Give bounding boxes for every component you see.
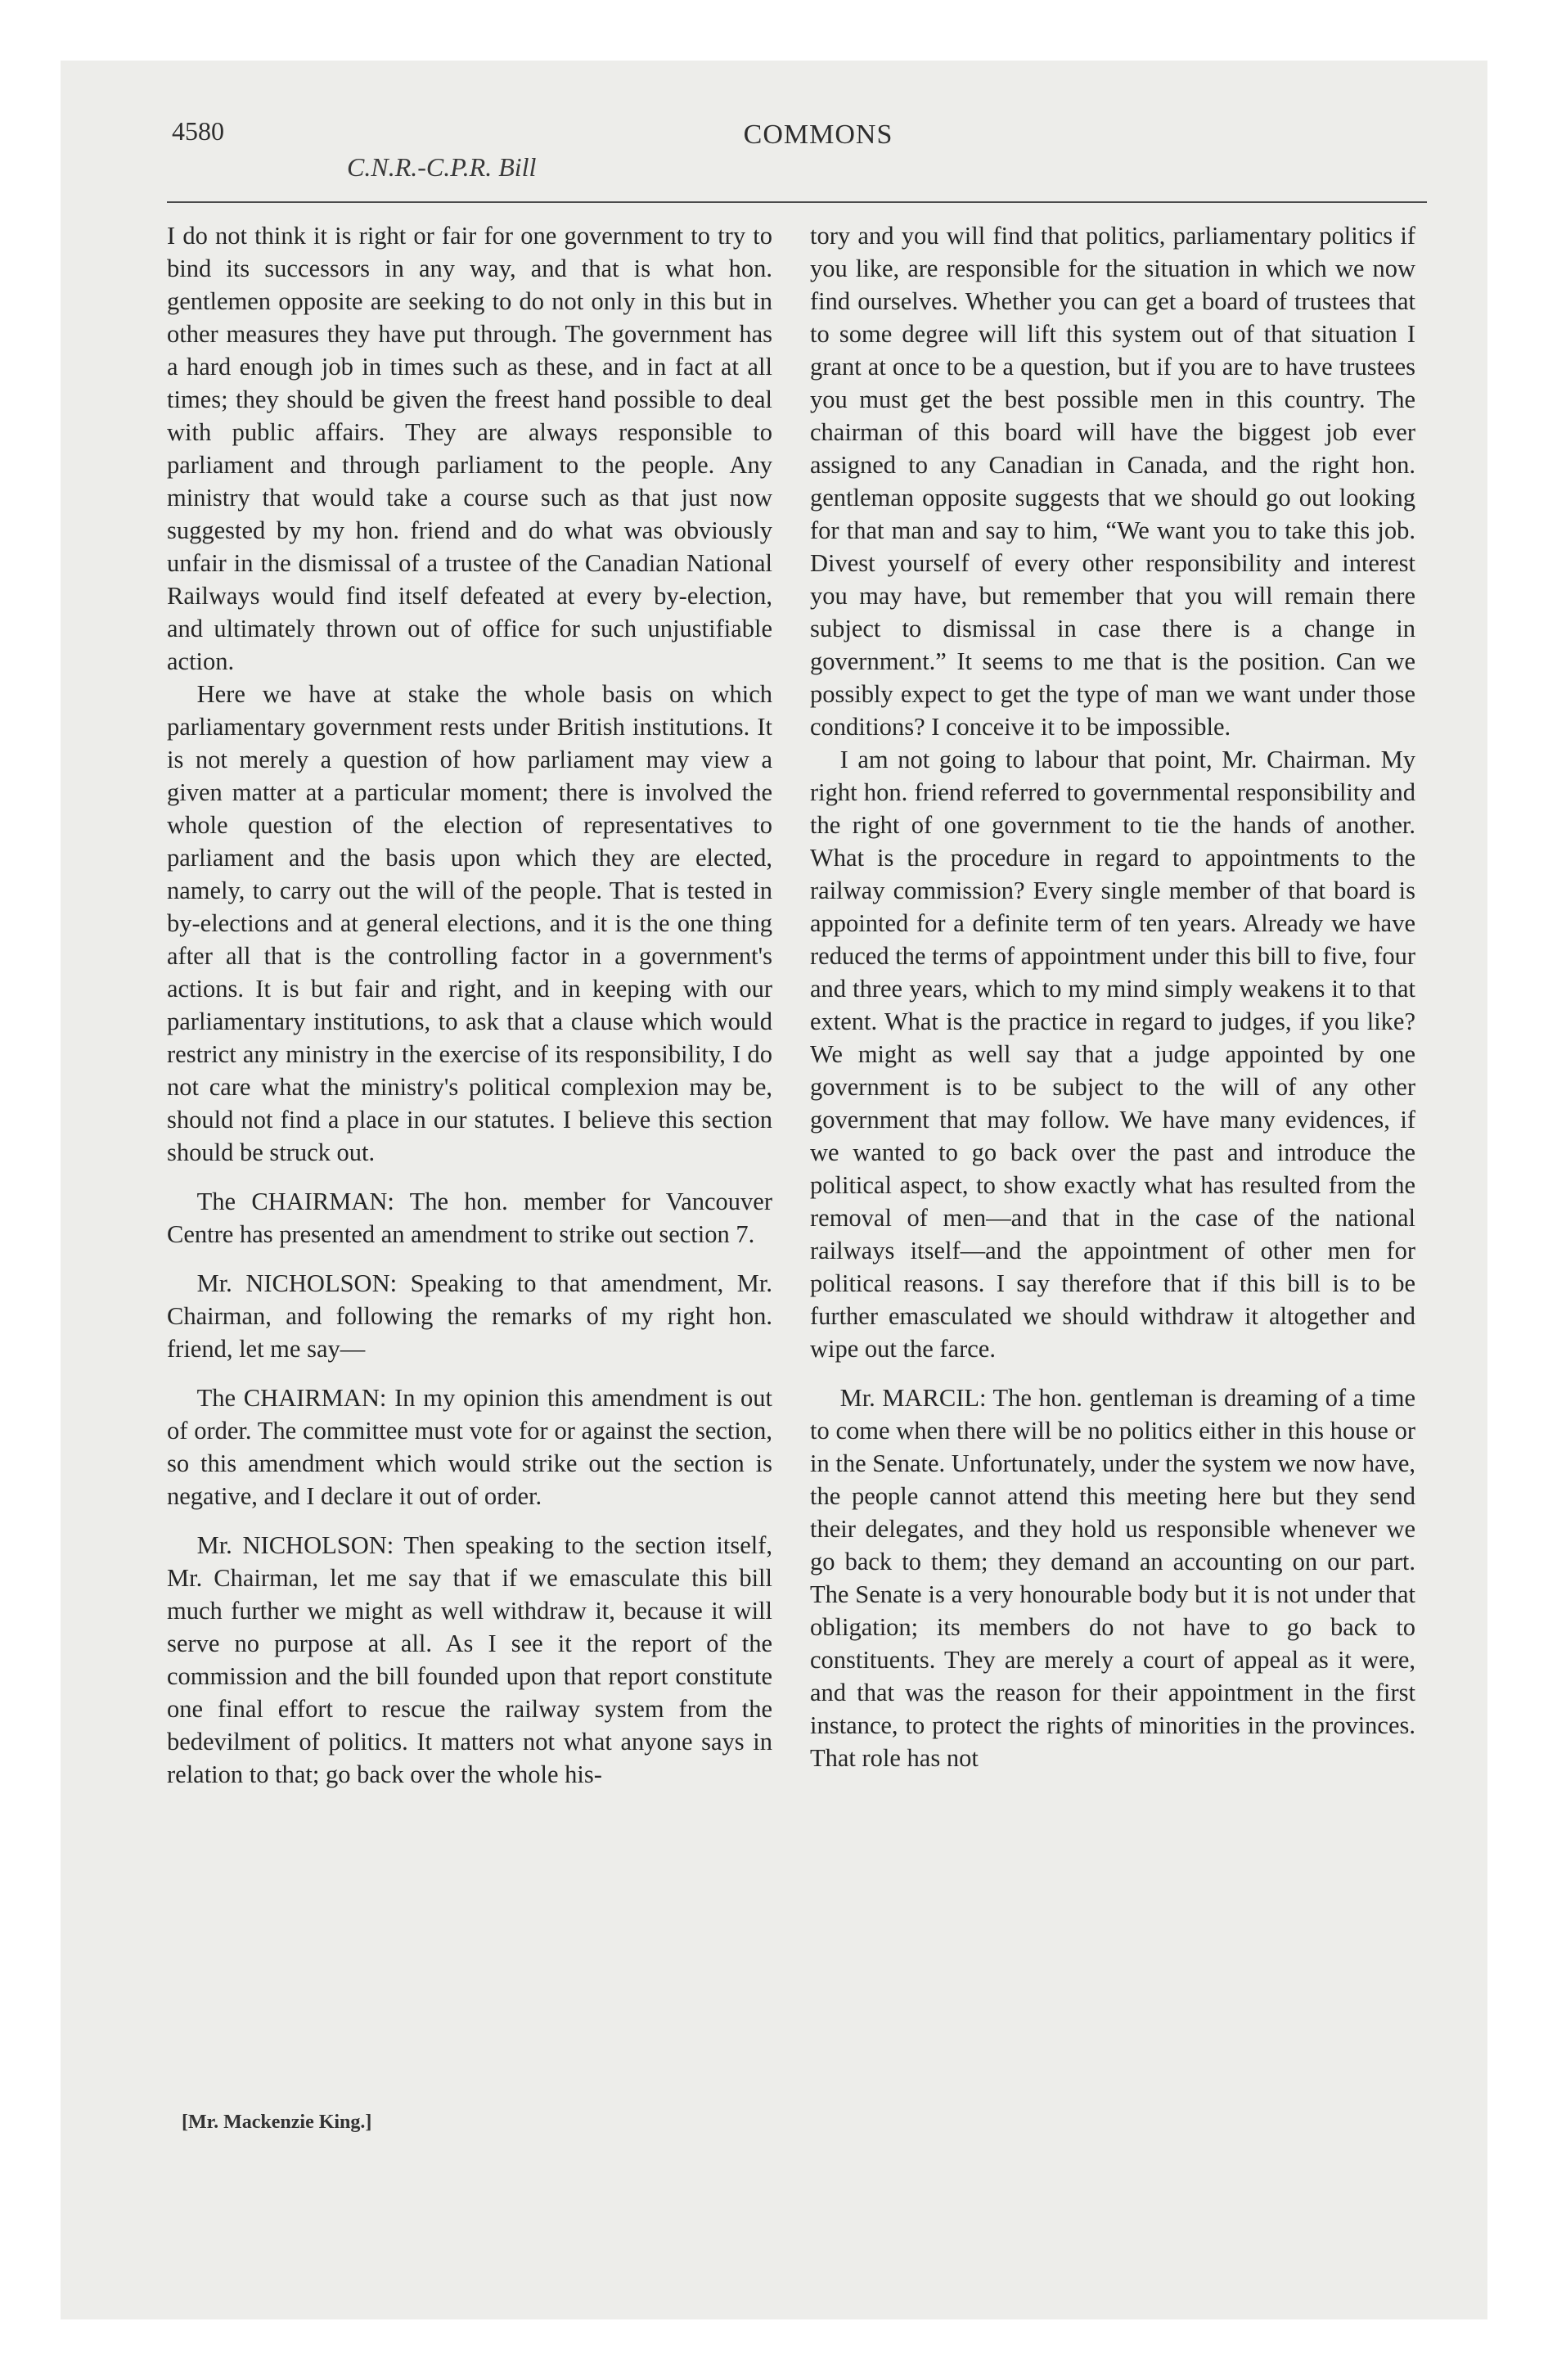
- section-heading: C.N.R.-C.P.R. Bill: [347, 152, 537, 182]
- footer-speaker-note: [Mr. Mackenzie King.]: [182, 2112, 372, 2133]
- paragraph-continued: tory and you will find that politics, parliamentary politics if you like, are responsible for the situation in which we now find ourselves. Whether you can get a board of trustees that to some degree will lift this system out of that situation I grant at once to be a question, but if you are to have trustees you must get the best possible men in this country. The chairman of this board will have the biggest job ever assigned to any Canadian in Canada, and the right hon. gentleman opposite suggests that we should go out looking for that man and say to him, “We want you to take this job. Divest yourself of every other responsibility and interest you may have, but remember that you will remain there subject to dismissal in case there is a change in government.” It seems to me that is the position. Can we possibly expect to get the type of man we want under those conditions? I conceive it to be impossible.: [810, 222, 1415, 741]
- paragraph-marcil: Mr. MARCIL: The hon. gentleman is dreaming of a time to come when there will be no politics either in this house or in the Senate. Unfortunately, under the system we now have, the people cannot attend this meeting here but they send their delegates, and they hold us responsible whenever we go back to them; they demand an accounting on our part. The Senate is a very honourable body but it is not under that obligation; its members do not have to go back to constituents. They are merely a court of appeal as it were, and that was the reason for their appointment in the first instance, to protect the rights of minorities in the provinces. That role has not: [810, 1384, 1415, 1772]
- right-column: [810, 219, 1415, 1774]
- paragraph-nicholson: Mr. NICHOLSON: Speaking to that amendment, Mr. Chairman, and following the remarks of my right hon. friend, let me say—: [167, 1269, 772, 1363]
- paragraph: I am not going to labour that point, Mr. Chairman. My right hon. friend referred to governmental responsibility and the right of one government to tie the hands of another. What is the procedure in regard to appointments to the railway commission? Every single member of that board is appointed for a definite term of ten years. Already we have reduced the terms of appointment under this bill to five, four and three years, which to my mind simply weakens it to that extent. What is the practice in regard to judges, if you like? We might as well say that a judge appointed by one government is to be subject to the will of any other government that may follow. We have many evidences, if we wanted to go back over the past and introduce the political aspect, to show exactly what has resulted from the removal of men—and that in the case of the national railways itself—and the appointment of other men for political reasons. I say therefore that if this bill is to be further emasculated we should withdraw it altogether and wipe out the farce.: [810, 746, 1415, 1363]
- page-number: 4580: [172, 116, 224, 146]
- left-column: [167, 219, 772, 1791]
- paragraph: Here we have at stake the whole basis on which parliamentary government rests under British institutions. It is not merely a question of how parliament may view a given matter at a particular moment; there is involved the whole question of the election of representatives to parliament and the basis upon which they are elected, namely, to carry out the will of the people. That is tested in by-elections and at general elections, and it is the one thing after all that is the controlling factor in a government's actions. It is but fair and right, and in keeping with our parliamentary institutions, to ask that a clause which would restrict any ministry in the exercise of its responsibility, I do not care what the ministry's political complexion may be, should not find a place in our statutes. I believe this section should be struck out.: [167, 680, 772, 1166]
- paragraph-nicholson: Mr. NICHOLSON: Then speaking to the section itself, Mr. Chairman, let me say that if we emasculate this bill much further we might as well withdraw it, because it will serve no purpose at all. As I see it the report of the commission and the bill founded upon that report constitute one final effort to rescue the railway system from the bedevilment of politics. It matters not what anyone says in relation to that; go back over the whole his-: [167, 1531, 772, 1788]
- paragraph-chairman: The CHAIRMAN: The hon. member for Vancouver Centre has presented an amendment to strike out section 7.: [167, 1188, 772, 1248]
- running-head: COMMONS: [743, 119, 893, 150]
- paragraph-chairman: The CHAIRMAN: In my opinion this amendment is out of order. The committee must vote for or against the section, so this amendment which would strike out the section is negative, and I declare it out of order.: [167, 1384, 772, 1510]
- header-rule: [167, 201, 1427, 203]
- paragraph: I do not think it is right or fair for one government to try to bind its successors in any way, and that is what hon. gentlemen opposite are seeking to do not only in this but in other measures they have put through. The government has a hard enough job in times such as these, and in fact at all times; they should be given the freest hand possible to deal with public affairs. They are always responsible to parliament and through parliament to the people. Any ministry that would take a course such as that just now suggested by my hon. friend and do what was obviously unfair in the dismissal of a trustee of the Canadian National Railways would find itself defeated at every by-election, and ultimately thrown out of office for such unjustifiable action.: [167, 222, 772, 675]
